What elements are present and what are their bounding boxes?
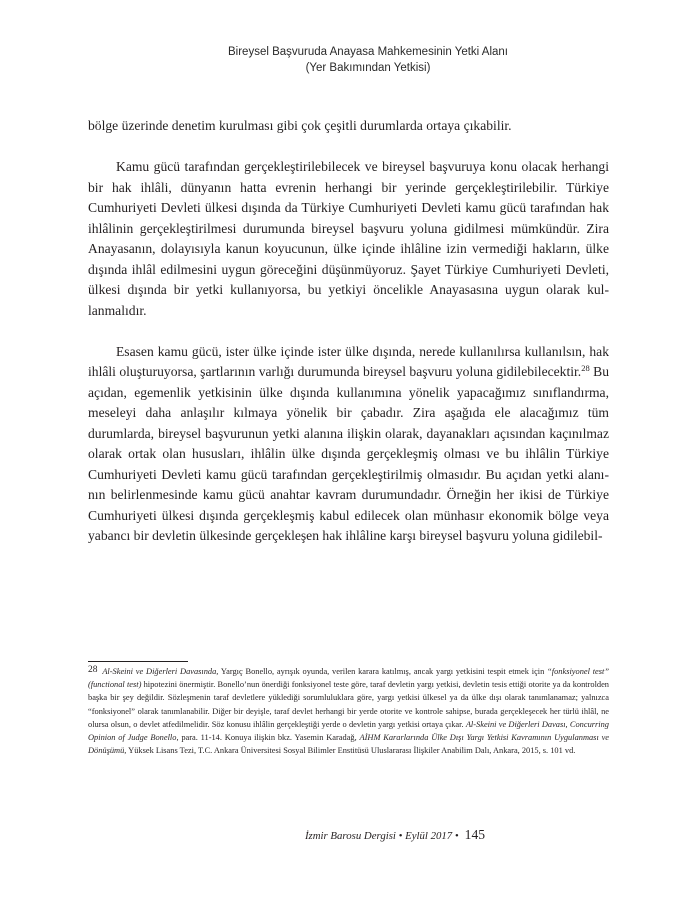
footnote-separator [88, 661, 188, 662]
page-number: 145 [464, 827, 486, 842]
running-footer [0, 827, 700, 843]
header-title: Bireysel Başvuruda Anayasa Mahkemesinin Yetki Alanı [228, 46, 508, 58]
footnote-ref-28[interactable]: 28 [581, 363, 590, 373]
footnote-text-4: , Yüksek Lisans Tezi, T.C. Ankara Üniversitesi Sosyal Bilimler Enstitüsü Uluslararası İlişkiler Anabilim Dalı, Ankara, 2015, s. 101 vd. [124, 746, 576, 756]
footnote-thesis-title: AİHM Kararlarında Ülke Dışı Yargı Yetkisi Kavramının Uygulanması ve Dönüşümü [88, 733, 610, 756]
paragraph-3-text-a: Esasen kamu gücü, ister ülke içinde ister ülke dışında, nerede kullanılırsa kullanılsın, hak ihlâli oluşturuyorsa, şartlarının varlığı durumunda bireysel başvuru yoluna gidilebilecektir. [88, 343, 609, 379]
footnote-text-2: hipotezini önermiştir. Bonello’nun önerdiği fonksiyonel teste göre, taraf devletin yargı yetkisi, devletin tesis ettiği otorite ya da kontrolden başka bir şey değildir. Sözleşmenin taraf devletlere yüklediği sorumluluklara göre, yargı yetkisi ülkesel ya da ülke dışı olarak tanımlanamaz; yalnızca “fonksiyonel” olarak tanımlanabilir. Diğer bir deyişle, taraf devlet herhangi bir yerde otorite ve kontrole sahipse, burada gerçekleşecek her türlü ihlâl, ne olursa olsun, o devlet atfedilmelidir. Söz konusu ihlâlin gerçekleştiği yerde o devletin yargı yetkisi ortaya çıkar. [88, 680, 609, 729]
footnote-28 [88, 664, 609, 757]
footnote-text-1: Yargıç Bonello, ayrışık oyunda, verilen karara katılmış, ancak yargı yetkisini tespit etmek için [218, 667, 548, 676]
paragraph-2: Kamu gücü tarafından gerçekleştirilebilecek ve bireysel başvuruya konu olacak herhangi bir hak ihlâli, dünyanın hatta evrenin herhangi bir yerinde gerçekleştirilebilir. Türkiye Cumhuriyeti Devleti ülkesi dışında da Türkiye Cumhuriyeti Devleti kamu gücü tarafından hak ihlâlinin gerçekleştirilmesi durumunda bireysel başvuru yoluna gidilmesi mümkündür. Zira Anayasanın, dolayısıyla kanun koyucunun, ülke içinde ihlâline izin vermediği hakların, ülke dışında ihlâl edilmesini uygun göreceğini düşünmüyoruz. Şayet Türkiye Cumhuriyeti Devleti, ülkesi dışında bir yetki kullanıyorsa, bu yetkiyi öncelikle Anayasasına uygun olarak kullanmalıdır. [88, 159, 609, 318]
paragraph-3 [88, 342, 609, 547]
paragraph-3-text-b: Bu açıdan, egemenlik yetkisinin ülke dışında kullanımına yönelik yapacağımız sınıflandırma, meseleyi daha anlaşılır kılmaya yönelik bir çabadır. Zira aşağıda ele alacağımız tüm durumlarda, bireysel başvurunun yetki alanına ilişkin olarak, dayanakları açısından kaçınılmaz olarak ortak olan hususları, ihlâlin ülke dışında gerçekleşmiş olması ve bu ihlâlin Türkiye Cumhuriyeti Devleti kamu gücü tarafından gerçekleştirilmiş olmasıdır. Bu açıdan yetki alanının belirlenmesinde kamu gücü anahtar kavram durumundadır. Örneğin her ikisi de Türkiye Cumhuriyeti ülkesi dışında gerçekleşmiş kabul edilecek olan münhasır ekonomik bölge veya yabancı bir devletin ülkesinde gerçekleşen hak ihlâline karşı bireysel başvuru yoluna gidilebil- [88, 364, 610, 543]
journal-name: İzmir Barosu Dergisi • Eylül 2017 • [304, 830, 459, 842]
footnote-number: 28 [88, 665, 98, 675]
footnote-term: “fonksiyonel test” (functional test) [88, 667, 610, 690]
footnote-case-ref-2: Al-Skeini ve Diğerleri Davası, Concurring Opinion of Judge Bonello [88, 719, 609, 743]
running-header [0, 44, 700, 76]
footnote-text-3: , para. 11-14. Konuya ilişkin bkz. Yasemin Karadağ, [176, 733, 360, 743]
header-subtitle: (Yer Bakımından Yetkisi) [305, 62, 431, 74]
paragraph-1: bölge üzerinde denetim kurulması gibi çok çeşitli durumlarda ortaya çıkabilir. [88, 118, 512, 133]
body-text [88, 116, 609, 547]
footnote-case-ref: Al-Skeini ve Diğerleri Davasında, [102, 667, 219, 676]
